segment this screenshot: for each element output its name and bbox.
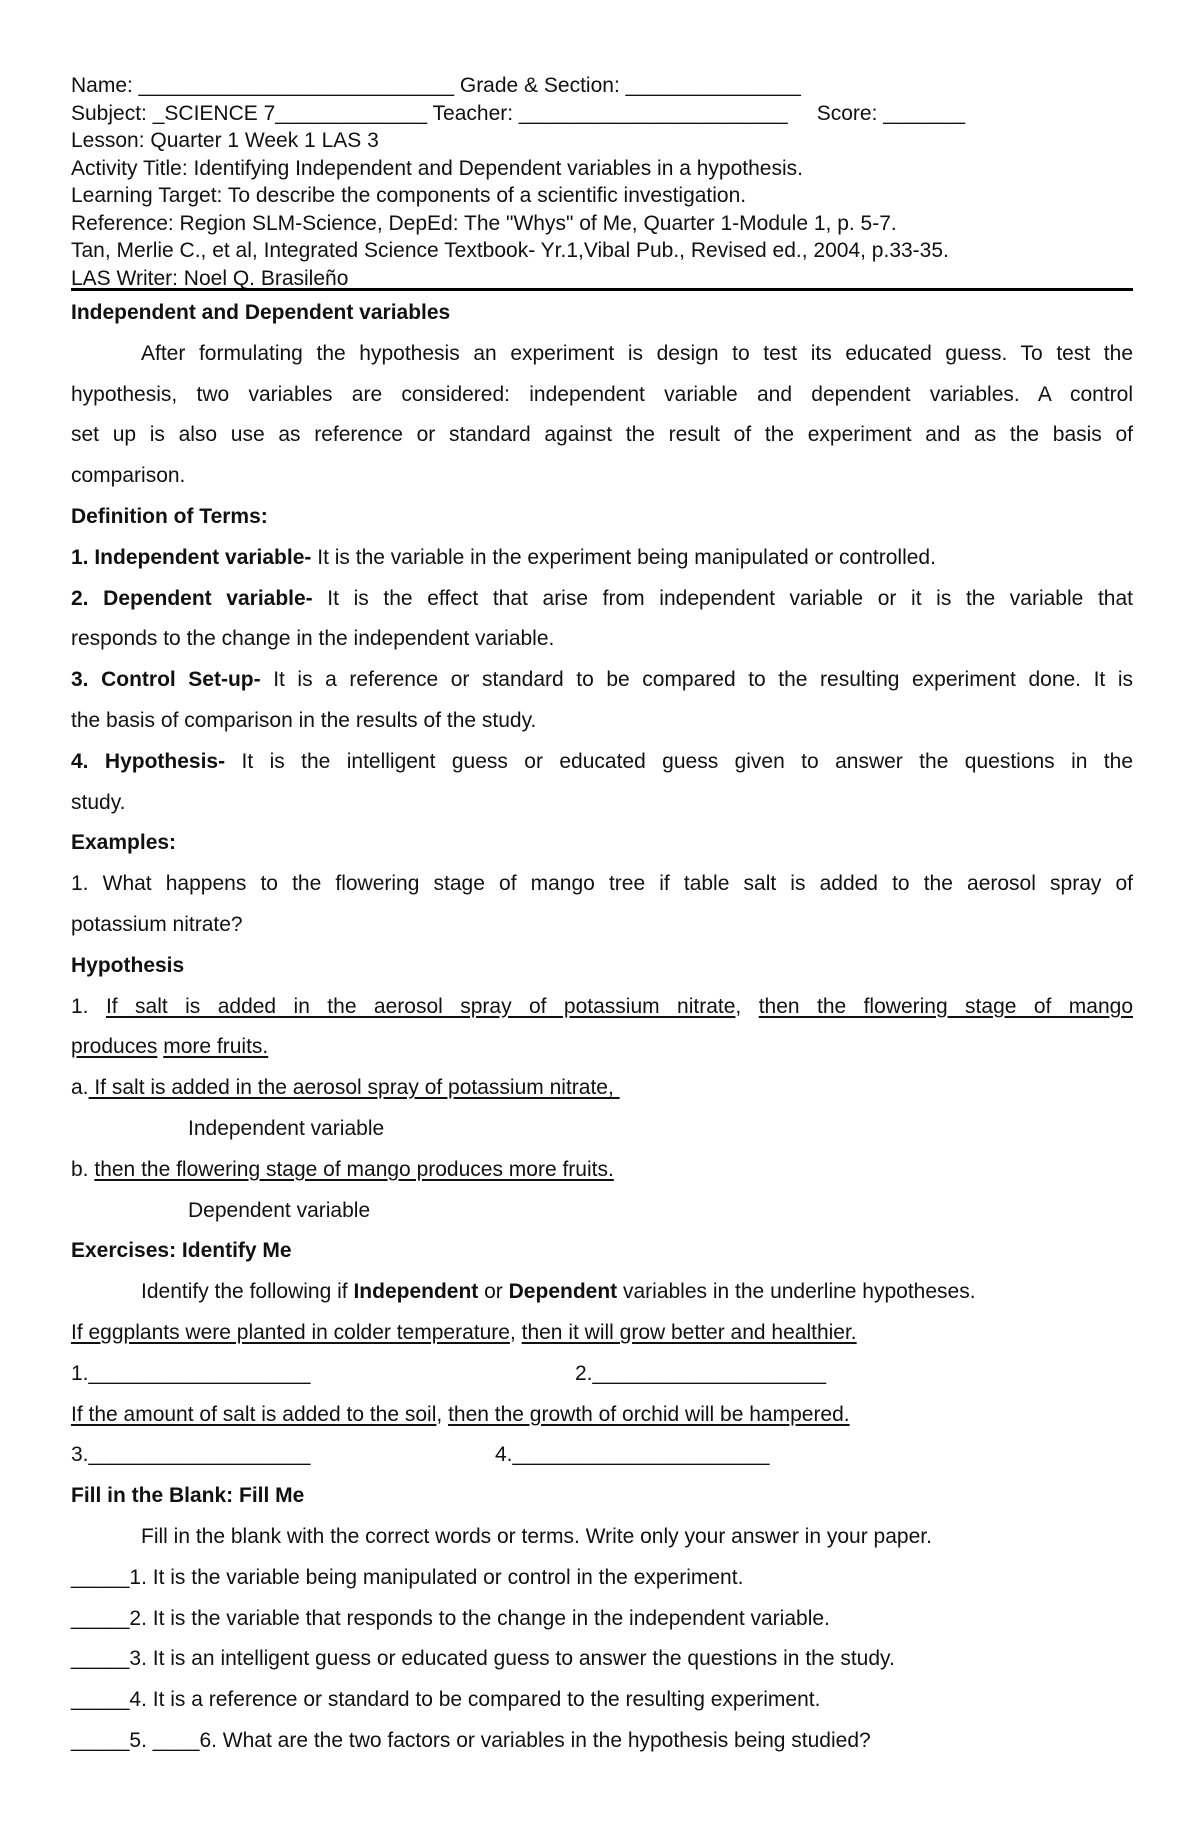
definition-term: 4. Hypothesis- [71,749,226,773]
exercise-clause: If the amount of salt is added to the soil [71,1402,437,1426]
example-question: 1. What happens to the flowering stage of mango tree if table salt is added to the aerosol spray of [71,872,1133,896]
intro-paragraph-line: comparison. [71,464,186,488]
hypothesis-number: 1. [71,994,106,1018]
writer-line: LAS Writer: Noel Q. Brasileño [71,266,349,290]
intro-paragraph-line: After formulating the hypothesis an experiment is design to test its educated guess. To test the [141,341,1133,365]
fill-item[interactable]: _____3. It is an intelligent guess or educated guess to answer the questions in the study. [71,1647,895,1671]
instruction-text: or [478,1280,509,1304]
definition-text: It is the intelligent guess or educated guess given to answer the questions in the [225,749,1134,773]
example-part-b [71,1150,1133,1191]
answer-blank-1[interactable]: 1.___________________ [71,1361,311,1385]
exercise-answer-row [71,1435,1133,1476]
exercise-hypothesis-1 [71,1313,1133,1354]
definition-continuation: the basis of comparison in the results of the study. [71,708,537,732]
intro-paragraph-line: set up is also use as reference or standard against the result of the experiment and as the basis of [71,423,1133,447]
instruction-text: variables in the underline hypotheses. [617,1280,976,1304]
fill-item[interactable]: _____5. ____6. What are the two factors or variables in the hypothesis being studied? [71,1728,871,1752]
exercise-hypothesis-2 [71,1395,1133,1436]
definition-item [71,660,1133,701]
hypothesis-title: Hypothesis [71,953,185,977]
fill-item[interactable]: _____2. It is the variable that responds to the change in the independent variable. [71,1606,830,1630]
fill-instructions: Fill in the blank with the correct words or terms. Write only your answer in your paper. [141,1524,932,1548]
part-a-clause: If salt is added in the aerosol spray of potassium nitrate, [88,1076,620,1100]
definition-term: 2. Dependent variable- [71,586,313,610]
answer-blank-4[interactable]: 4.______________________ [495,1443,770,1467]
hypothesis-dependent-clause: produces [71,1035,158,1059]
exercises-title: Exercises: Identify Me [71,1239,292,1263]
definitions-title: Definition of Terms: [71,504,268,528]
definition-text: It is the effect that arise from independent variable or it is the variable that [312,586,1133,610]
exercise-comma: , [436,1402,449,1426]
learning-target-line: Learning Target: To describe the components of a scientific investigation. [71,184,747,207]
answer-blank-2[interactable]: 2.____________________ [575,1361,827,1385]
example-hypothesis-continuation [71,1027,1133,1068]
definition-item [71,579,1133,620]
instruction-dependent: Dependent [508,1280,618,1304]
definition-text: It is the variable in the experiment being manipulated or controlled. [311,545,936,569]
examples-title: Examples: [71,831,177,855]
exercise-clause: then the growth of orchid will be hampered. [448,1402,850,1426]
reference-line-1: Reference: Region SLM-Science, DepEd: The "Whys" of Me, Quarter 1-Module 1, p. 5-7. [71,211,897,235]
hypothesis-dependent-clause: then the flowering stage of mango [758,994,1133,1018]
worksheet-body [71,293,1133,1762]
reference-line-2: Tan, Merlie C., et al, Integrated Science Textbook- Yr.1,Vibal Pub., Revised ed., 2004, p.33-35. [71,239,949,262]
definition-term: 1. Independent variable- [71,545,312,569]
fill-item[interactable]: _____4. It is a reference or standard to be compared to the resulting experiment. [71,1688,821,1712]
instruction-independent: Independent [353,1280,479,1304]
section-title: Independent and Dependent variables [71,301,451,324]
hypothesis-independent-clause: If salt is added in the aerosol spray of potassium nitrate [105,994,736,1018]
fill-item[interactable]: _____1. It is the variable being manipulated or control in the experiment. [71,1565,744,1589]
part-prefix: b. [71,1157,95,1181]
definition-term: 3. Control Set-up- [71,668,261,692]
fill-title: Fill in the Blank: Fill Me [71,1484,305,1508]
worksheet-header [71,72,1131,292]
header-divider [71,288,1133,291]
example-question-continuation: potassium nitrate? [71,912,243,936]
exercise-answer-row [71,1354,1133,1395]
name-grade-line: Name: ___________________________ Grade & Section: _______________ [71,74,801,97]
exercises-instructions [71,1272,1133,1313]
definition-item [71,538,1133,579]
hypothesis-comma: , [735,994,759,1018]
part-prefix: a. [71,1076,89,1100]
definition-continuation: study. [71,790,126,814]
definition-item [71,742,1133,783]
dependent-variable-label: Dependent variable [188,1198,371,1222]
lesson-line: Lesson: Quarter 1 Week 1 LAS 3 [71,129,379,152]
subject-teacher-score-line: Subject: _SCIENCE 7_____________ Teacher: _______________________ Score: _______ [71,101,965,125]
independent-variable-label: Independent variable [188,1116,385,1140]
example-part-a [71,1068,1133,1109]
instruction-text: Identify the following if [141,1280,354,1304]
intro-paragraph-line: hypothesis, two variables are considered: independent variable and dependent variables. A control [71,382,1133,406]
activity-title-line: Activity Title: Identifying Independent and Dependent variables in a hypothesis. [71,156,803,180]
example-hypothesis [71,987,1133,1028]
answer-blank-3[interactable]: 3.___________________ [71,1443,311,1467]
exercise-clause: then it will grow better and healthier. [521,1320,857,1344]
definition-continuation: responds to the change in the independent variable. [71,627,555,651]
exercise-clause: If eggplants were planted in colder temperature [71,1320,510,1344]
part-b-clause: then the flowering stage of mango produces more fruits. [94,1157,614,1181]
hypothesis-dependent-clause: more fruits. [163,1035,269,1059]
exercise-comma: , [509,1320,522,1344]
definition-text: It is a reference or standard to be compared to the resulting experiment done. It is [260,668,1133,692]
